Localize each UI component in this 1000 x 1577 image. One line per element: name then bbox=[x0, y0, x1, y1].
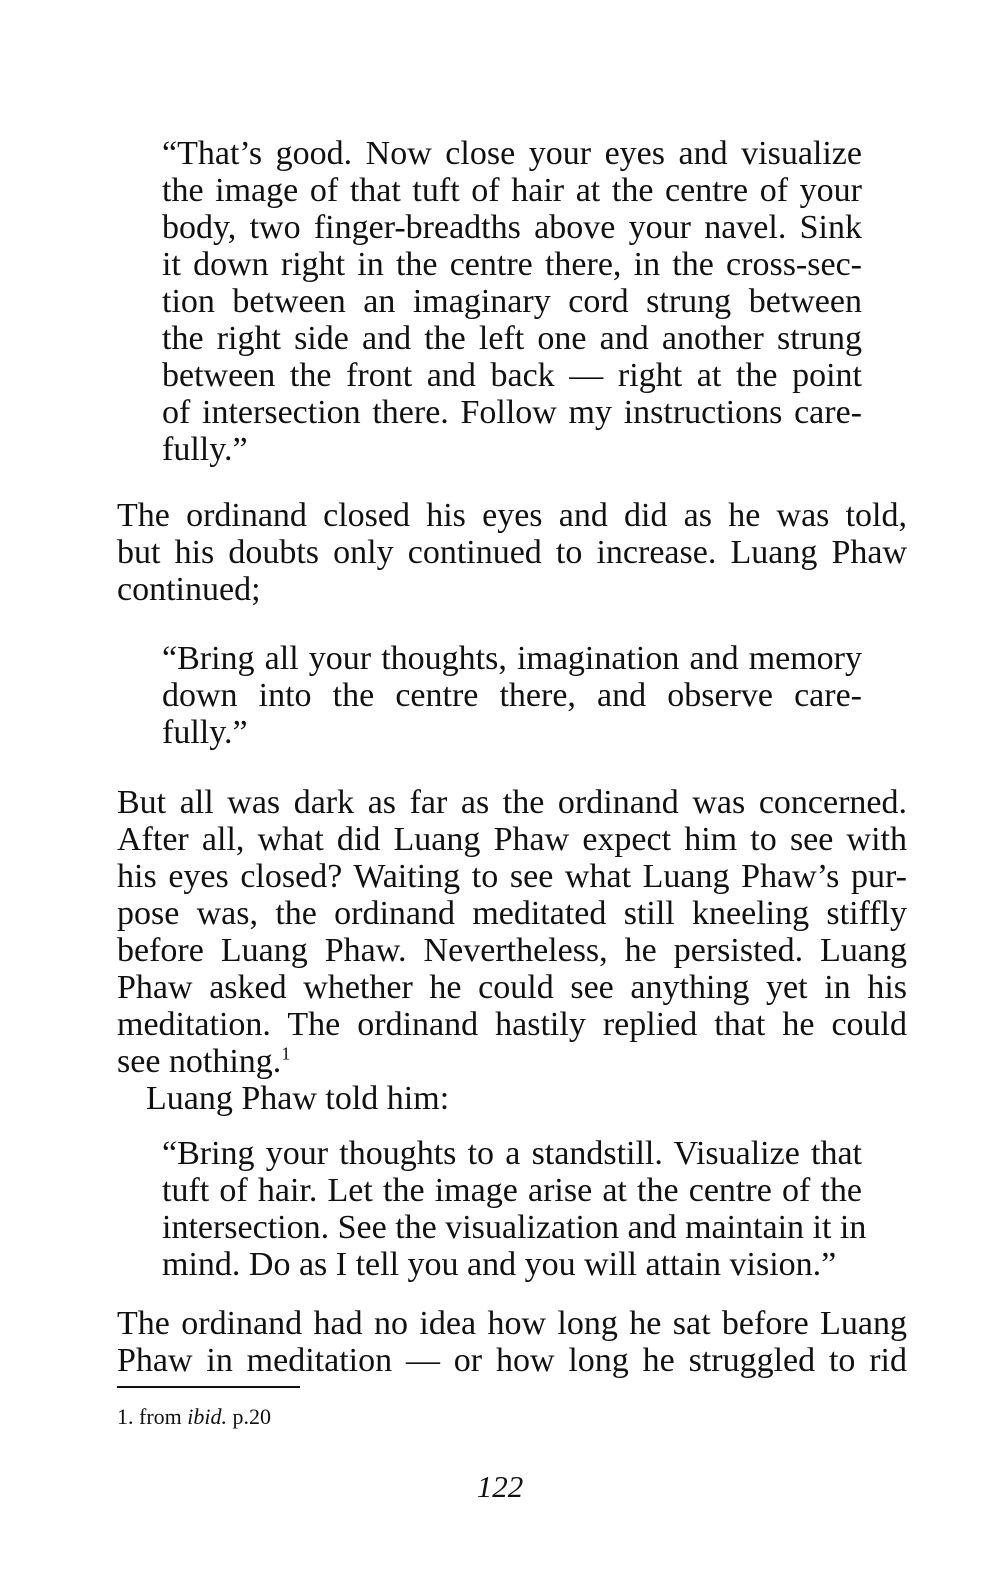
quote-3-line: mind. Do as I tell you and you will attain vision.” bbox=[162, 1246, 837, 1283]
paragraph-3-line: Luang Phaw told him: bbox=[146, 1080, 450, 1117]
paragraph-1-line: but his doubts only continued to increase. Luang Phaw bbox=[117, 534, 907, 571]
paragraph-2-line: see nothing. bbox=[117, 1043, 282, 1080]
footnote-reference: 1 bbox=[281, 1043, 291, 1064]
quote-1-line: fully.” bbox=[162, 431, 248, 468]
paragraph-1-line: continued; bbox=[117, 571, 261, 608]
quote-2-line: fully.” bbox=[162, 714, 248, 751]
quote-1-line: tion between an imaginary cord strung between bbox=[162, 283, 862, 320]
quote-1-line: the right side and the left one and another strung bbox=[162, 320, 862, 357]
footnote-source: ibid. bbox=[187, 1404, 227, 1429]
quote-1-line: “That’s good. Now close your eyes and visualize bbox=[162, 135, 862, 172]
quote-3-line: tuft of hair. Let the image arise at the centre of the bbox=[162, 1172, 862, 1209]
paragraph-4-line: The ordinand had no idea how long he sat before Luang bbox=[117, 1305, 907, 1342]
paragraph-3 bbox=[146, 1080, 746, 1117]
paragraph-2-last-line bbox=[117, 1043, 907, 1080]
quote-1-line: the image of that tuft of hair at the centre of your bbox=[162, 172, 862, 209]
paragraph-4 bbox=[117, 1305, 907, 1379]
quote-2-line: “Bring all your thoughts, imagination and memory bbox=[162, 640, 862, 677]
paragraph-2-line: before Luang Phaw. Nevertheless, he persisted. Luang bbox=[117, 932, 907, 969]
paragraph-1-line: The ordinand closed his eyes and did as he was told, bbox=[117, 497, 907, 534]
footnote-prefix: from bbox=[139, 1404, 182, 1429]
quote-block-2 bbox=[162, 640, 862, 751]
footnote bbox=[117, 1404, 271, 1430]
footnote-number: 1. bbox=[117, 1404, 134, 1429]
quote-1-line: body, two finger-breadths above your navel. Sink bbox=[162, 209, 862, 246]
paragraph-2 bbox=[117, 784, 907, 1080]
paragraph-2-line: Phaw asked whether he could see anything yet in his bbox=[117, 969, 907, 1006]
quote-3-line: “Bring your thoughts to a standstill. Visualize that bbox=[162, 1135, 862, 1172]
quote-2-line: down into the centre there, and observe care- bbox=[162, 677, 862, 714]
page-number: 122 bbox=[476, 1469, 524, 1504]
paragraph-2-line: pose was, the ordinand meditated still kneeling stiffly bbox=[117, 895, 907, 932]
paragraph-2-line: After all, what did Luang Phaw expect him to see with bbox=[117, 821, 907, 858]
quote-block-1 bbox=[162, 135, 862, 468]
footnote-divider bbox=[117, 1386, 300, 1388]
quote-block-3 bbox=[162, 1135, 867, 1283]
quote-1-line: between the front and back — right at the point bbox=[162, 357, 862, 394]
paragraph-1 bbox=[117, 497, 907, 608]
paragraph-2-line: But all was dark as far as the ordinand was concerned. bbox=[117, 784, 907, 821]
paragraph-2-line: meditation. The ordinand hastily replied that he could bbox=[117, 1006, 907, 1043]
quote-3-line: intersection. See the visualization and maintain it in bbox=[162, 1209, 867, 1246]
quote-1-line: of intersection there. Follow my instructions care- bbox=[162, 394, 862, 431]
footnote-page: p.20 bbox=[232, 1404, 271, 1429]
paragraph-2-line: his eyes closed? Waiting to see what Luang Phaw’s pur- bbox=[117, 858, 907, 895]
quote-1-line: it down right in the centre there, in the cross-sec- bbox=[162, 246, 862, 283]
paragraph-4-line: Phaw in meditation — or how long he struggled to rid bbox=[117, 1342, 907, 1379]
